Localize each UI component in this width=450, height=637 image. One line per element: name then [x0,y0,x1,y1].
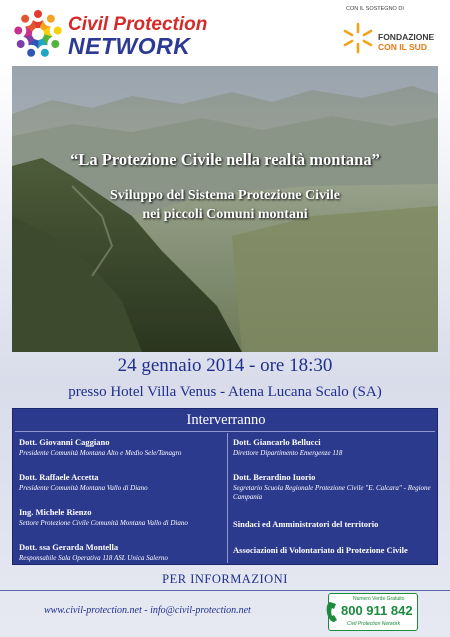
toll-free-number: 800 911 842 [341,603,413,618]
speaker-entry [233,437,433,458]
speaker-entry [19,542,224,563]
speaker-name: Dott. Raffaele Accetta [19,472,99,482]
sponsor-tagline: CON IL SUD [378,42,427,52]
logo-subtitle: NETWORK [68,33,191,59]
speaker-role: Segretario Scuola Regionale Protezione Civile "E. Calcara" - Regione Campania [233,484,431,501]
logo-title: Civil Protection [68,14,208,35]
speaker-entry [19,507,224,528]
panel-divider [15,431,435,432]
civil-protection-network-logo [10,6,220,62]
people-circle-icon [10,6,66,62]
sponsor-name: FONDAZIONE [378,32,435,42]
fondazione-con-il-sud-logo [334,6,444,62]
speaker-name: Dott. Giancarlo Bellucci [233,437,321,447]
speaker-name: Dott. ssa Gerarda Montella [19,542,119,552]
speaker-name: Sindaci ed Amministratori del territorio [233,519,379,529]
speaker-name: Dott. Berardino Iuorio [233,472,316,482]
column-divider [227,433,228,563]
info-heading: PER INFORMAZIONI [162,572,288,586]
speakers-panel [12,408,438,565]
speaker-entry [233,519,433,529]
event-date: 24 gennaio 2014 - ore 18:30 [117,355,333,376]
speaker-role: Presidente Comunità Montana Alto e Medio Sele/Tanagro [19,449,182,457]
toll-free-caption: Numero Verde Gratuito [353,596,405,602]
toll-free-number-box [328,593,418,631]
speaker-role: Presidente Comunità Montana Vallo di Diano [19,484,148,492]
speaker-role: Settore Protezione Civile Comunità Montana Vallo di Diano [19,519,188,527]
speaker-name: Dott. Giovanni Caggiano [19,437,110,447]
event-subtitle-line2: nei piccoli Comuni montani [142,207,308,222]
phone-icon [325,600,341,624]
speaker-role: Direttore Dipartimento Emergenze 118 [233,449,343,457]
mountain-photo [12,66,438,352]
speaker-name: Ing. Michele Rienzo [19,507,92,517]
toll-free-footer: Civil Protection Network [347,621,401,627]
sponsor-caption: CON IL SOSTEGNO DI [346,6,404,12]
speakers-heading: Interverranno [186,412,266,428]
event-title: “La Protezione Civile nella realtà montana” [70,150,380,169]
info-divider [0,590,450,591]
sun-icon [342,22,374,54]
event-venue: presso Hotel Villa Venus - Atena Lucana Scalo (SA) [68,384,382,400]
contact-links[interactable]: www.civil-protection.net - info@civil-protection.net [44,605,251,616]
event-subtitle-line1: Sviluppo del Sistema Protezione Civile [110,188,340,203]
speaker-entry [233,545,433,555]
speaker-entry [233,472,433,502]
speaker-entry [19,472,224,493]
speaker-name: Associazioni di Volontariato di Protezione Civile [233,545,408,555]
speaker-entry [19,437,224,458]
speaker-role: Responsabile Sala Operativa 118 ASL Unica Salerno [19,554,168,562]
